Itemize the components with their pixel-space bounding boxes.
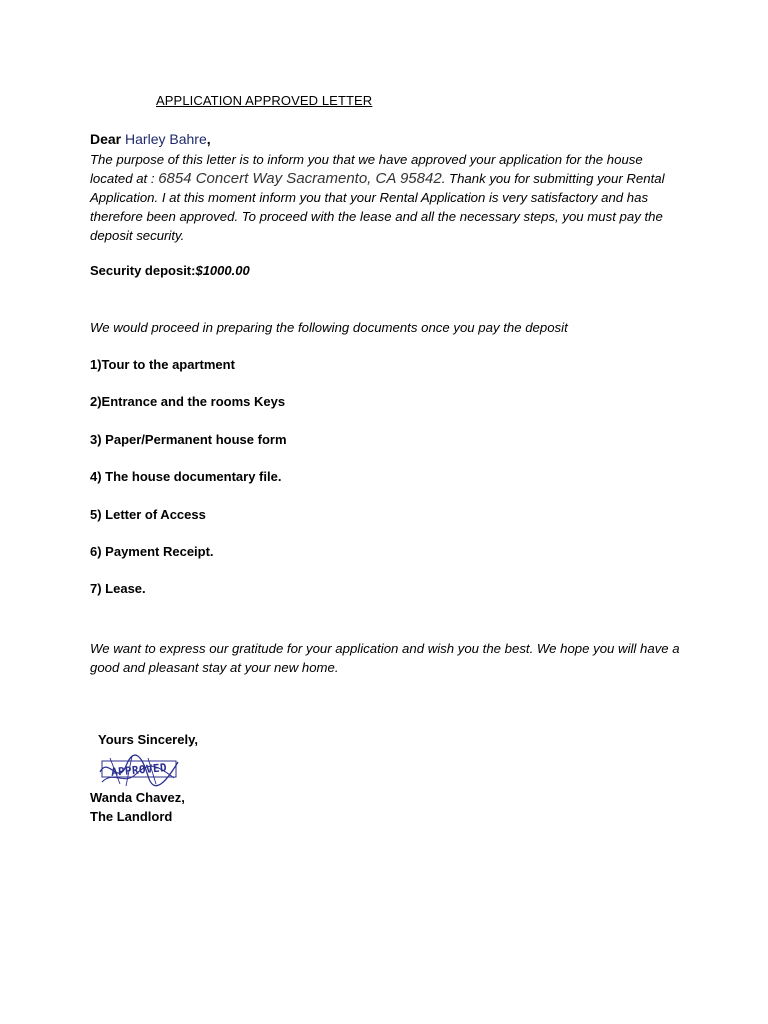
- signer-role: The Landlord: [90, 809, 173, 824]
- intro-paragraph: [90, 150, 682, 245]
- greeting-prefix: Dear: [90, 131, 126, 147]
- list-item: 4) The house documentary file.: [90, 469, 282, 485]
- stamp-text: APPROVED: [110, 761, 168, 779]
- letter-title: APPLICATION APPROVED LETTER: [156, 93, 373, 108]
- list-item: 3) Paper/Permanent house form: [90, 431, 287, 447]
- sign-off: Yours Sincerely,: [98, 732, 198, 747]
- property-address: 6854 Concert Way Sacramento, CA 95842: [158, 170, 442, 187]
- greeting-line: [90, 131, 211, 147]
- deposit-label: Security deposit:: [90, 263, 196, 278]
- proceed-paragraph: We would proceed in preparing the following documents once you pay the deposit: [90, 320, 568, 335]
- security-deposit-line: [90, 263, 250, 278]
- signer-name: Wanda Chavez,: [90, 790, 185, 805]
- greeting-suffix: ,: [206, 131, 211, 147]
- intro-text-end: . Thank you for submitting your Rental Application. I at this moment inform you that your Rental Application is very satisfactory and has therefore been approved. To proceed with the lease and all the necessary steps, you must pay the deposit security.: [90, 171, 665, 243]
- list-item: 7) Lease.: [90, 581, 146, 597]
- list-item: 1)Tour to the apartment: [90, 357, 235, 372]
- list-item: 2)Entrance and the rooms Keys: [90, 394, 286, 410]
- documents-list: [90, 357, 287, 619]
- intro-text-start: The purpose of this letter is to inform you that we have approved your application for the house located at :: [90, 152, 643, 186]
- approved-stamp-icon: [96, 752, 182, 788]
- deposit-amount: $1000.00: [195, 263, 250, 278]
- list-item: 5) Letter of Access: [90, 506, 206, 522]
- closing-paragraph: We want to express our gratitude for your application and wish you the best. We hope you will have a good and pleasant stay at your new home.: [90, 641, 680, 675]
- list-item: 6) Payment Receipt.: [90, 543, 214, 559]
- recipient-name: Harley Bahre: [125, 131, 207, 147]
